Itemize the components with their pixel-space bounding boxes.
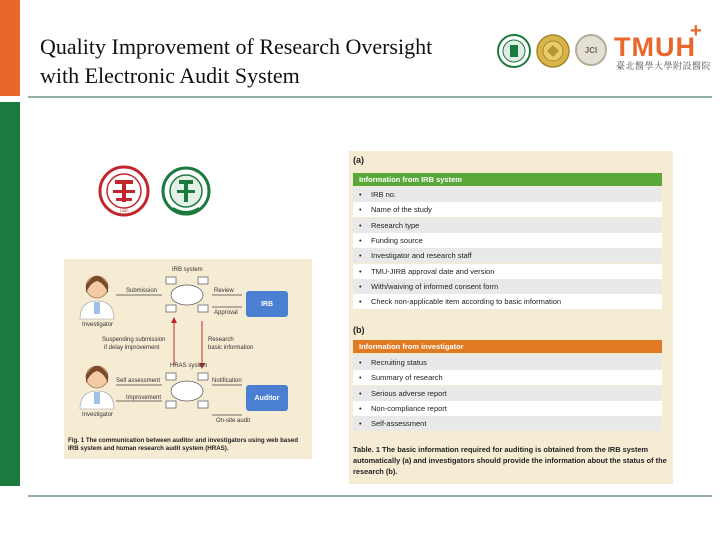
list-item bbox=[353, 187, 662, 202]
svg-text:1960: 1960 bbox=[119, 208, 129, 213]
list-item-text: IRB no. bbox=[371, 190, 397, 199]
university-emblem-icon bbox=[497, 34, 531, 68]
slide-title bbox=[40, 32, 432, 90]
list-item-text: TMU-JIRB approval date and version bbox=[371, 266, 495, 276]
list-item-text: Research type bbox=[371, 220, 420, 230]
header-divider bbox=[28, 96, 712, 98]
investigator-top-icon bbox=[80, 276, 114, 319]
bullet-icon: • bbox=[359, 266, 362, 276]
auditor-box-label: Auditor bbox=[254, 394, 280, 402]
list-item bbox=[353, 279, 662, 294]
section-b-header: Information from investigator bbox=[353, 340, 662, 353]
label-investigator-bottom: Investigator bbox=[82, 412, 114, 418]
label-research: Research bbox=[208, 337, 234, 343]
label-onsite-audit: On-site audit bbox=[216, 418, 251, 424]
label-hras-system: HRAS system bbox=[170, 363, 208, 369]
list-item bbox=[353, 248, 662, 263]
list-item-text: Investigator and research staff bbox=[371, 251, 472, 261]
figure-1 bbox=[64, 259, 312, 459]
label-basic-info: basic information bbox=[208, 345, 254, 351]
list-item bbox=[353, 401, 662, 416]
bullet-icon: • bbox=[359, 251, 362, 261]
list-item bbox=[353, 264, 662, 279]
auditor-box bbox=[246, 385, 288, 411]
list-item-text: Non-compliance report bbox=[371, 403, 447, 413]
irb-system-cloud-icon bbox=[166, 277, 208, 312]
accent-bar-green bbox=[0, 102, 20, 486]
list-item-text: Serious adverse report bbox=[371, 388, 447, 398]
list-item-text: Recruiting status bbox=[371, 358, 427, 367]
label-if-delay: if delay improvement bbox=[104, 345, 160, 351]
list-item-text: Summary of research bbox=[371, 373, 443, 383]
label-investigator-top: Investigator bbox=[82, 322, 114, 328]
bullet-icon: • bbox=[359, 373, 362, 383]
slide-title-line1: Quality Improvement of Research Oversight bbox=[40, 34, 433, 59]
jci-badge bbox=[575, 34, 607, 66]
label-irb-system: IRB system bbox=[172, 267, 203, 273]
label-approval: Approval bbox=[214, 310, 238, 316]
list-item bbox=[353, 386, 662, 401]
irb-box-label: IRB bbox=[260, 300, 274, 308]
irb-box bbox=[246, 291, 288, 317]
list-item bbox=[353, 202, 662, 217]
bullet-icon: • bbox=[359, 358, 362, 367]
figure-1-caption: Fig. 1 The communication between auditor and investigators using web based IRB system and human research audit system (HRAS). bbox=[68, 437, 299, 452]
table-1-caption: Table. 1 The basic information required for auditing is obtained from the IRB system automatically (a) and investigators should provide the information about the status of the research (b). bbox=[353, 445, 667, 476]
hras-system-cloud-icon bbox=[166, 373, 208, 408]
bullet-icon: • bbox=[359, 388, 362, 398]
bullet-icon: • bbox=[359, 281, 362, 291]
slide-title-line2: with Electronic Audit System bbox=[40, 63, 300, 88]
tmuh-brand-subtitle: 臺北醫學大學附設醫院 bbox=[616, 61, 712, 71]
label-improvement: Improvement bbox=[126, 395, 162, 401]
list-item bbox=[353, 355, 662, 370]
section-a-header: Information from IRB system bbox=[353, 173, 662, 186]
footer-divider bbox=[28, 495, 712, 497]
tmuh-brand: TMUH bbox=[614, 32, 696, 62]
label-notification: Notification bbox=[212, 378, 242, 384]
list-item bbox=[353, 218, 662, 233]
bullet-icon: • bbox=[359, 205, 362, 215]
jci-badge-text: JCI bbox=[584, 45, 598, 55]
tmuh-brand-plus: + bbox=[690, 20, 702, 42]
list-item bbox=[353, 416, 662, 431]
label-suspending: Suspending submission bbox=[102, 337, 166, 343]
list-item-text: Name of the study bbox=[371, 205, 432, 215]
bullet-icon: • bbox=[359, 419, 362, 429]
label-submission: Submission bbox=[126, 288, 158, 294]
bullet-icon: • bbox=[359, 235, 362, 245]
tmu-green-emblem-icon bbox=[160, 158, 212, 224]
bullet-icon: • bbox=[359, 190, 362, 199]
list-item-text: With/waiving of informed consent form bbox=[371, 281, 499, 291]
label-self-assessment: Self assessment bbox=[116, 378, 161, 384]
bullet-icon: • bbox=[359, 297, 362, 307]
list-item-text: Self-assessment bbox=[371, 419, 427, 429]
investigator-bottom-icon bbox=[80, 366, 114, 409]
gold-accreditation-seal-icon bbox=[536, 34, 570, 68]
list-item-text: Funding source bbox=[371, 235, 423, 245]
list-item bbox=[353, 233, 662, 248]
bullet-icon: • bbox=[359, 220, 362, 230]
section-b-label: (b) bbox=[353, 325, 365, 335]
table-1 bbox=[349, 151, 673, 484]
taipei-medical-university-seal-icon bbox=[98, 155, 150, 227]
list-item bbox=[353, 294, 662, 309]
list-item bbox=[353, 370, 662, 385]
bullet-icon: • bbox=[359, 403, 362, 413]
section-a-label: (a) bbox=[353, 155, 364, 165]
label-review: Review bbox=[214, 288, 234, 294]
accent-bar-orange bbox=[0, 0, 20, 96]
list-item-text: Check non-applicable item according to basic information bbox=[371, 297, 562, 307]
